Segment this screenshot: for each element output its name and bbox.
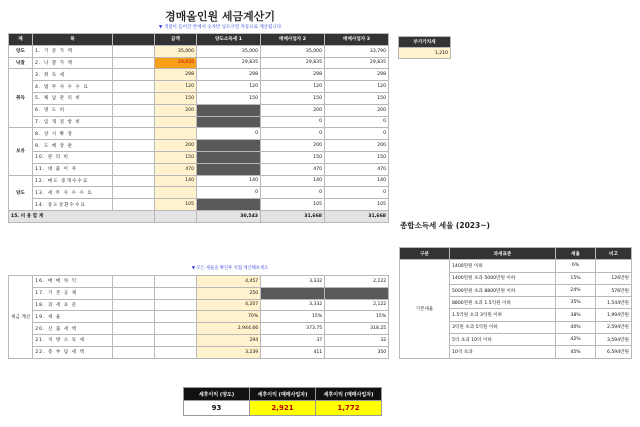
result-value-dealer-3: 1,772 <box>316 401 382 416</box>
tax-deduction: 576만원 <box>596 284 632 296</box>
row-spacer <box>113 187 155 199</box>
sum-value: 31,668 <box>261 210 325 222</box>
row-category: 보유 <box>9 128 33 175</box>
value-dealer-2: 29,835 <box>261 57 325 69</box>
row-label: 22. 총 부 담 세 액 <box>33 346 113 358</box>
value-transfer: 35,000 <box>197 45 261 57</box>
sum-value: 30,543 <box>197 210 261 222</box>
table-row <box>9 151 389 163</box>
result-header: 세후이익 (매매사업자) <box>250 388 316 401</box>
tax-rate: 42% <box>556 334 596 346</box>
row-label: 3. 취 득 세 <box>33 69 113 81</box>
tax-rate: 38% <box>556 309 596 321</box>
page-title: 경매올인원 세금계산기 <box>164 10 276 23</box>
tax-deduction: 1,994만원 <box>596 309 632 321</box>
value-dealer-2: 37 <box>261 334 325 346</box>
input-amount[interactable] <box>155 116 197 128</box>
calc-hint: ▼ 모든 세율을 확인후 직접 계산해보세요 <box>191 266 269 271</box>
value-transfer: 4,207 <box>197 299 261 311</box>
tax-bracket: 1400만원 초과 5000만원 이하 <box>450 272 556 284</box>
tax-deduction <box>596 260 632 272</box>
row-label: 5. 체 납 관 리 비 <box>33 92 113 104</box>
value-transfer: 70% <box>197 311 261 323</box>
value-transfer: 120 <box>197 81 261 93</box>
row-label: 10. 관 리 비 <box>33 151 113 163</box>
row-spacer <box>113 81 155 93</box>
value-dealer-2: 120 <box>261 81 325 93</box>
tax-bracket: 5억 초과 10억 이하 <box>450 334 556 346</box>
tax-rate: 15% <box>556 272 596 284</box>
row-spacer <box>113 116 155 128</box>
row-spacer <box>113 276 155 288</box>
tax-header-cell: 과세표준 <box>450 248 556 260</box>
row-category: 양도 <box>9 45 33 57</box>
tax-header-cell: 비고 <box>596 248 632 260</box>
table-header-row <box>9 34 389 46</box>
input-amount[interactable]: 140 <box>155 175 197 187</box>
header-cell: 금액 <box>155 34 197 46</box>
row-label: 1. 기 준 가 액 <box>33 45 113 57</box>
input-amount[interactable]: 298 <box>155 69 197 81</box>
value-dealer-2: 105 <box>261 199 325 211</box>
table-row <box>9 128 389 140</box>
tax-rate: 45% <box>556 346 596 358</box>
header-cell: 목 <box>33 34 113 46</box>
table-row <box>9 299 389 311</box>
tax-header-cell: 세율 <box>556 248 596 260</box>
value-transfer: 298 <box>197 69 261 81</box>
value-dealer-2: 298 <box>261 69 325 81</box>
row-label: 17. 기 본 공 제 <box>33 287 113 299</box>
input-amount[interactable]: 120 <box>155 81 197 93</box>
tax-bracket: 1.5억원 초과 3억원 이하 <box>450 309 556 321</box>
value-dealer-3: 150 <box>325 92 389 104</box>
value-transfer <box>197 140 261 152</box>
table-row <box>9 287 389 299</box>
tax-header-cell: 구분 <box>400 248 450 260</box>
table-row <box>9 323 389 335</box>
input-amount[interactable] <box>155 128 197 140</box>
tax-bracket: 1400만원 이하 <box>450 260 556 272</box>
value-dealer-3: 298 <box>325 69 389 81</box>
tax-category: 기본세율 <box>400 260 450 358</box>
result-value-transfer: 93 <box>184 401 250 416</box>
row-spacer <box>155 311 197 323</box>
value-dealer-3 <box>325 287 389 299</box>
tax-deduction: 2,594만원 <box>596 321 632 333</box>
value-transfer: 0 <box>197 187 261 199</box>
tax-bracket: 8800만원 초과 1.5억원 이하 <box>450 297 556 309</box>
row-category: 취득 <box>9 69 33 128</box>
value-dealer-2: 140 <box>261 175 325 187</box>
value-dealer-2: 200 <box>261 104 325 116</box>
row-spacer <box>113 299 155 311</box>
row-label: 8. 상 시 확 장 <box>33 128 113 140</box>
vat-box <box>398 36 451 59</box>
tax-bracket: 3억원 초과 5억원 이하 <box>450 321 556 333</box>
result-header: 세후이익 (양도) <box>184 388 250 401</box>
value-dealer-3: 33,790 <box>325 45 389 57</box>
table-row <box>9 163 389 175</box>
vat-label: 부가가치세 <box>399 37 451 48</box>
tax-deduction: 6,594만원 <box>596 346 632 358</box>
tax-bracket: 5000만원 초과 8800만원 이하 <box>450 284 556 296</box>
table-row <box>9 104 389 116</box>
header-cell: 매매사업자 3 <box>325 34 389 46</box>
table-row <box>9 311 389 323</box>
value-dealer-2: 3,332 <box>261 276 325 288</box>
input-amount[interactable]: 150 <box>155 92 197 104</box>
value-dealer-2: 200 <box>261 140 325 152</box>
row-spacer <box>113 334 155 346</box>
header-cell: 매매사업자 2 <box>261 34 325 46</box>
tax-rate-table <box>399 247 632 359</box>
value-dealer-2: 0 <box>261 187 325 199</box>
tax-deduction: 126만원 <box>596 272 632 284</box>
value-dealer-3: 32 <box>325 334 389 346</box>
sum-value <box>155 210 197 222</box>
table-row <box>9 187 389 199</box>
table-row <box>9 334 389 346</box>
row-spacer <box>155 287 197 299</box>
value-dealer-3: 140 <box>325 175 389 187</box>
result-table <box>183 387 382 416</box>
row-spacer <box>113 128 155 140</box>
value-dealer-2: 373.75 <box>261 323 325 335</box>
value-dealer-2: 35,000 <box>261 45 325 57</box>
input-amount[interactable]: 200 <box>155 140 197 152</box>
row-label: 7. 임 개 질 항 비 <box>33 116 113 128</box>
tax-deduction: 1,544만원 <box>596 297 632 309</box>
input-amount[interactable]: 29,835 <box>155 57 197 69</box>
table-row <box>9 45 389 57</box>
value-transfer: 250 <box>197 287 261 299</box>
value-dealer-2 <box>261 287 325 299</box>
value-transfer: 150 <box>197 92 261 104</box>
value-transfer: 29,835 <box>197 57 261 69</box>
value-dealer-3: 2,122 <box>325 276 389 288</box>
row-label: 13. 세 무 사 수 수 료 <box>33 187 113 199</box>
value-transfer <box>197 104 261 116</box>
row-spacer <box>155 323 197 335</box>
row-spacer <box>113 346 155 358</box>
value-dealer-2: 15% <box>261 311 325 323</box>
tax-rate-title: 종합소득세 세율 (2023~) <box>400 221 490 230</box>
table-row <box>9 175 389 187</box>
value-dealer-3: 105 <box>325 199 389 211</box>
value-dealer-2: 470 <box>261 163 325 175</box>
row-category: 낙찰 <box>9 57 33 69</box>
table-row <box>9 57 389 69</box>
sum-label: 15. 비 용 합 계 <box>9 210 155 222</box>
value-dealer-2: 0 <box>261 116 325 128</box>
input-amount[interactable]: 35,000 <box>155 45 197 57</box>
row-label: 4. 법 무 사 수 수 료 <box>33 81 113 93</box>
header-cell: 양도소득세 1 <box>197 34 261 46</box>
value-dealer-3: 29,835 <box>325 57 389 69</box>
row-spacer <box>113 151 155 163</box>
value-dealer-2: 0 <box>261 128 325 140</box>
value-dealer-3: 318.25 <box>325 323 389 335</box>
tax-rate: 35% <box>556 297 596 309</box>
row-label: 21. 지 방 소 득 세 <box>33 334 113 346</box>
value-dealer-2: 150 <box>261 92 325 104</box>
tax-rate: 40% <box>556 321 596 333</box>
table-row <box>9 69 389 81</box>
row-spacer <box>155 346 197 358</box>
value-transfer: 294 <box>197 334 261 346</box>
input-amount[interactable]: 200 <box>155 104 197 116</box>
value-dealer-2: 150 <box>261 151 325 163</box>
value-dealer-2: 3,332 <box>261 299 325 311</box>
value-dealer-3: 0 <box>325 128 389 140</box>
vat-value[interactable]: 1,210 <box>399 48 451 59</box>
value-dealer-3: 150 <box>325 151 389 163</box>
value-transfer <box>197 116 261 128</box>
value-transfer <box>197 163 261 175</box>
value-dealer-3: 0 <box>325 116 389 128</box>
row-label: 6. 명 도 비 <box>33 104 113 116</box>
header-spacer <box>113 34 155 46</box>
value-dealer-3: 120 <box>325 81 389 93</box>
row-spacer <box>113 323 155 335</box>
sum-value: 31,668 <box>325 210 389 222</box>
row-spacer <box>155 299 197 311</box>
table-row <box>9 140 389 152</box>
input-amount[interactable]: 105 <box>155 199 197 211</box>
table-row <box>9 199 389 211</box>
calc-category: 세금 계산 <box>9 276 33 359</box>
value-dealer-3: 200 <box>325 104 389 116</box>
table-row <box>9 346 389 358</box>
row-spacer <box>113 92 155 104</box>
sum-row <box>9 210 389 222</box>
row-label: 2. 낙 찰 가 액 <box>33 57 113 69</box>
result-value-dealer-2: 2,921 <box>250 401 316 416</box>
row-label: 19. 세 율 <box>33 311 113 323</box>
value-dealer-3: 200 <box>325 140 389 152</box>
row-spacer <box>113 140 155 152</box>
tax-calc-table <box>8 275 389 359</box>
value-dealer-3: 2,122 <box>325 299 389 311</box>
tax-deduction: 3,594만원 <box>596 334 632 346</box>
row-spacer <box>113 57 155 69</box>
row-label: 14. 중도상환수수료 <box>33 199 113 211</box>
row-spacer <box>155 334 197 346</box>
row-label: 20. 산 출 세 액 <box>33 323 113 335</box>
value-transfer: 140 <box>197 175 261 187</box>
row-spacer <box>113 45 155 57</box>
result-header: 세후이익 (매매사업자) <box>316 388 382 401</box>
cost-table <box>8 33 389 223</box>
header-cell: 제 <box>9 34 33 46</box>
value-dealer-3: 15% <box>325 311 389 323</box>
row-spacer <box>113 163 155 175</box>
row-label: 18. 과 세 표 준 <box>33 299 113 311</box>
value-transfer: 4,457 <box>197 276 261 288</box>
row-label: 11. 대 출 이 자 <box>33 163 113 175</box>
tax-header-row <box>400 248 632 260</box>
value-dealer-3: 350 <box>325 346 389 358</box>
value-transfer: 3,239 <box>197 346 261 358</box>
value-transfer <box>197 151 261 163</box>
table-row <box>9 92 389 104</box>
row-spacer <box>113 175 155 187</box>
value-dealer-3: 470 <box>325 163 389 175</box>
row-spacer <box>113 311 155 323</box>
table-row <box>9 81 389 93</box>
value-dealer-3: 0 <box>325 187 389 199</box>
tax-bracket: 10억 초과 <box>450 346 556 358</box>
tax-rate: 24% <box>556 284 596 296</box>
tax-row <box>400 260 632 272</box>
table-row <box>9 116 389 128</box>
row-spacer <box>155 276 197 288</box>
row-spacer <box>113 69 155 81</box>
input-hint: ▼ 색칠이 들어간 칸에서 숫자만 넣으시면 자동으로 계산됩니다 <box>158 25 282 30</box>
row-label: 12. 매도 중개수수료 <box>33 175 113 187</box>
input-amount[interactable] <box>155 187 197 199</box>
row-spacer <box>113 199 155 211</box>
value-transfer: 2,944.66 <box>197 323 261 335</box>
row-spacer <box>113 287 155 299</box>
value-dealer-2: 411 <box>261 346 325 358</box>
row-label: 16. 매 매 차 익 <box>33 276 113 288</box>
tax-rate: 6% <box>556 260 596 272</box>
input-amount[interactable]: 470 <box>155 163 197 175</box>
table-row <box>9 276 389 288</box>
input-amount[interactable]: 150 <box>155 151 197 163</box>
row-category: 양도 <box>9 175 33 210</box>
value-transfer <box>197 199 261 211</box>
row-spacer <box>113 104 155 116</box>
row-label: 9. 도 배 장 판 <box>33 140 113 152</box>
value-transfer: 0 <box>197 128 261 140</box>
